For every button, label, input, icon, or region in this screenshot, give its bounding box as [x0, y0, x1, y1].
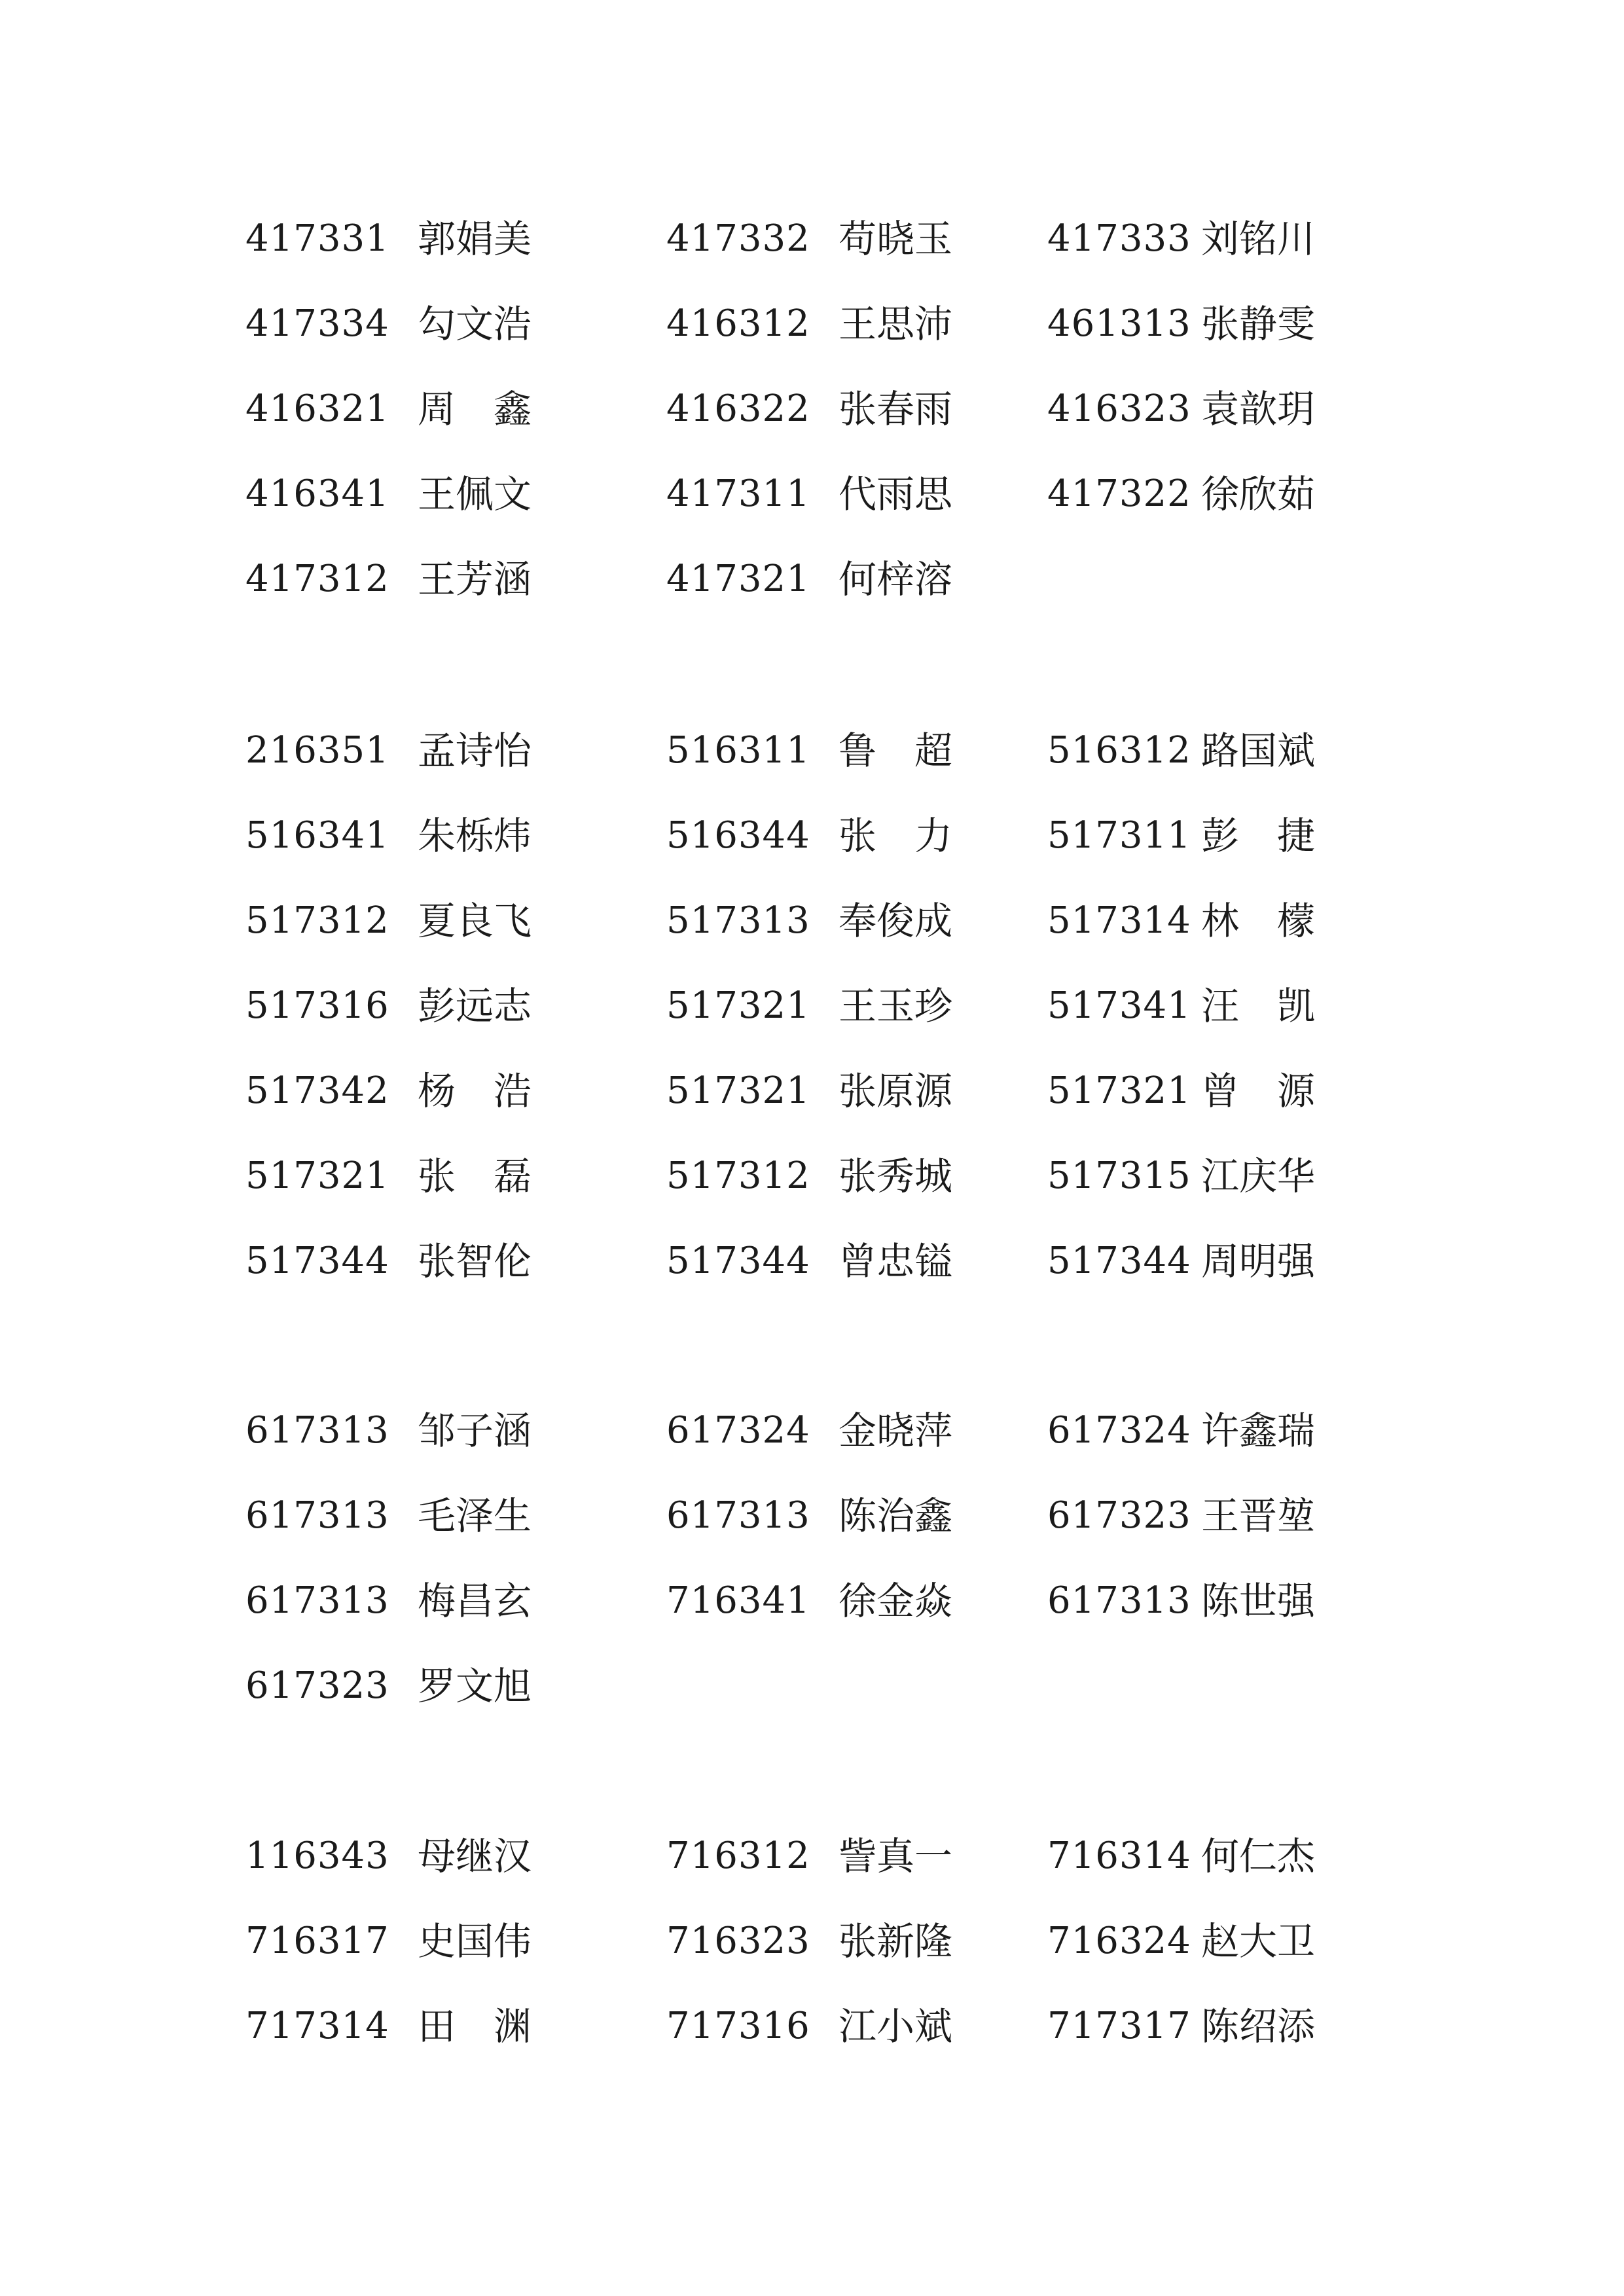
student-code: 617313: [666, 1494, 810, 1537]
roster-row: [0, 1473, 1624, 1558]
student-name: 陈绍添: [1201, 2004, 1316, 2049]
student-code: 517321: [1047, 1069, 1191, 1112]
student-name: 张春雨: [839, 387, 953, 431]
student-code: 517321: [666, 1069, 810, 1112]
roster-row: [0, 367, 1624, 452]
student-name: 江小斌: [839, 2004, 953, 2049]
student-name: 孟诗怡: [418, 728, 532, 773]
student-name: 梅昌玄: [418, 1579, 532, 1623]
student-code: 461313: [1047, 302, 1191, 345]
student-name: 周明强: [1201, 1239, 1316, 1283]
student-name: 罗文旭: [418, 1664, 532, 1708]
student-name: 袁歆玥: [1201, 387, 1316, 431]
student-code: 417333: [1047, 217, 1191, 260]
student-code: 417332: [666, 217, 810, 260]
student-code: 617324: [666, 1409, 810, 1452]
student-name: 王晋堃: [1201, 1494, 1316, 1538]
student-name: 张智伦: [418, 1239, 532, 1283]
student-code: 517321: [245, 1155, 389, 1197]
student-name: 彭远志: [418, 984, 532, 1028]
student-code: 716324: [1047, 1920, 1191, 1962]
student-name: 周 鑫: [418, 387, 532, 431]
student-name: 许鑫瑞: [1201, 1408, 1316, 1453]
roster-group-2: [0, 708, 1624, 1304]
student-code: 116343: [245, 1835, 389, 1877]
roster-row: [0, 1558, 1624, 1643]
student-name: 奉俊成: [839, 899, 953, 943]
student-code: 417334: [245, 302, 389, 345]
student-code: 417331: [245, 217, 389, 260]
roster-row: [0, 708, 1624, 793]
student-code: 417321: [666, 558, 810, 600]
student-code: 517344: [666, 1240, 810, 1282]
roster-row: [0, 1643, 1624, 1729]
student-code: 617323: [245, 1664, 389, 1707]
roster-row: [0, 1388, 1624, 1473]
student-name: 陈世强: [1201, 1579, 1316, 1623]
student-code: 517312: [245, 899, 389, 942]
student-code: 717317: [1047, 2005, 1191, 2047]
student-code: 717314: [245, 2005, 389, 2047]
student-code: 516344: [666, 814, 810, 857]
student-code: 516311: [666, 729, 810, 772]
student-name: 徐欣茹: [1201, 472, 1316, 516]
student-name: 代雨思: [839, 472, 953, 516]
student-name: 江庆华: [1201, 1154, 1316, 1198]
student-code: 517344: [245, 1240, 389, 1282]
student-code: 416322: [666, 387, 810, 430]
student-name: 勾文浩: [418, 302, 532, 346]
student-code: 617324: [1047, 1409, 1191, 1452]
student-name: 张静雯: [1201, 302, 1316, 346]
roster-row: [0, 1134, 1624, 1219]
student-code: 517312: [666, 1155, 810, 1197]
roster-row: [0, 1814, 1624, 1899]
student-name: 路国斌: [1201, 728, 1316, 773]
student-name: 郭娟美: [418, 217, 532, 261]
student-name: 田 渊: [418, 2004, 532, 2049]
student-name: 张新隆: [839, 1919, 953, 1964]
student-name: 鲁 超: [839, 728, 953, 773]
student-code: 416321: [245, 387, 389, 430]
student-code: 716317: [245, 1920, 389, 1962]
roster-row: [0, 196, 1624, 281]
student-code: 617313: [245, 1494, 389, 1537]
student-code: 617313: [245, 1409, 389, 1452]
student-name: 汪 凯: [1201, 984, 1316, 1028]
student-name: 史国伟: [418, 1919, 532, 1964]
student-name: 彭 捷: [1201, 814, 1316, 858]
student-code: 416312: [666, 302, 810, 345]
student-code: 717316: [666, 2005, 810, 2047]
student-code: 617313: [1047, 1579, 1191, 1622]
student-code: 716314: [1047, 1835, 1191, 1877]
student-code: 417311: [666, 473, 810, 515]
student-code: 517313: [666, 899, 810, 942]
student-name: 杨 浩: [418, 1069, 532, 1113]
student-name: 曾 源: [1201, 1069, 1316, 1113]
student-name: 徐金焱: [839, 1579, 953, 1623]
student-code: 517311: [1047, 814, 1191, 857]
roster-row: [0, 1049, 1624, 1134]
student-name: 王玉珍: [839, 984, 953, 1028]
student-code: 716312: [666, 1835, 810, 1877]
student-name: 苟晓玉: [839, 217, 953, 261]
student-code: 617313: [245, 1579, 389, 1622]
roster-row: [0, 963, 1624, 1049]
roster-row: [0, 793, 1624, 878]
student-name: 夏良飞: [418, 899, 532, 943]
student-name: 王芳涵: [418, 557, 532, 601]
roster-row: [0, 281, 1624, 367]
student-name: 刘铭川: [1201, 217, 1316, 261]
student-name: 何梓溶: [839, 557, 953, 601]
roster-group-1: [0, 196, 1624, 622]
student-code: 517314: [1047, 899, 1191, 942]
student-code: 517316: [245, 984, 389, 1027]
student-code: 417322: [1047, 473, 1191, 515]
student-name: 毛泽生: [418, 1494, 532, 1538]
roster-row: [0, 1219, 1624, 1304]
roster-row: [0, 1899, 1624, 1984]
student-name: 林 檬: [1201, 899, 1316, 943]
student-code: 517342: [245, 1069, 389, 1112]
roster-row: [0, 1984, 1624, 2069]
student-code: 216351: [245, 729, 389, 772]
student-code: 417312: [245, 558, 389, 600]
student-code: 416341: [245, 473, 389, 515]
student-name: 王佩文: [418, 472, 532, 516]
roster-group-4: [0, 1814, 1624, 2069]
roster-row: [0, 452, 1624, 537]
roster-group-3: [0, 1388, 1624, 1729]
student-name: 张秀城: [839, 1154, 953, 1198]
student-name: 张原源: [839, 1069, 953, 1113]
student-code: 716341: [666, 1579, 810, 1622]
student-name: 张 力: [839, 814, 953, 858]
student-name: 母继汉: [418, 1834, 532, 1878]
student-name: 王思沛: [839, 302, 953, 346]
student-code: 716323: [666, 1920, 810, 1962]
student-name: 金晓萍: [839, 1408, 953, 1453]
student-name: 曾忠镒: [839, 1239, 953, 1283]
student-name: 邹子涵: [418, 1408, 532, 1453]
student-name: 訾真一: [839, 1834, 953, 1878]
student-code: 517321: [666, 984, 810, 1027]
roster-row: [0, 878, 1624, 963]
student-name: 朱栎炜: [418, 814, 532, 858]
student-code: 517315: [1047, 1155, 1191, 1197]
student-name: 赵大卫: [1201, 1919, 1316, 1964]
student-name: 陈治鑫: [839, 1494, 953, 1538]
student-code: 517341: [1047, 984, 1191, 1027]
student-code: 516341: [245, 814, 389, 857]
roster-row: [0, 537, 1624, 622]
student-code: 517344: [1047, 1240, 1191, 1282]
student-code: 617323: [1047, 1494, 1191, 1537]
student-code: 416323: [1047, 387, 1191, 430]
student-code: 516312: [1047, 729, 1191, 772]
student-name: 何仁杰: [1201, 1834, 1316, 1878]
student-name: 张 磊: [418, 1154, 532, 1198]
